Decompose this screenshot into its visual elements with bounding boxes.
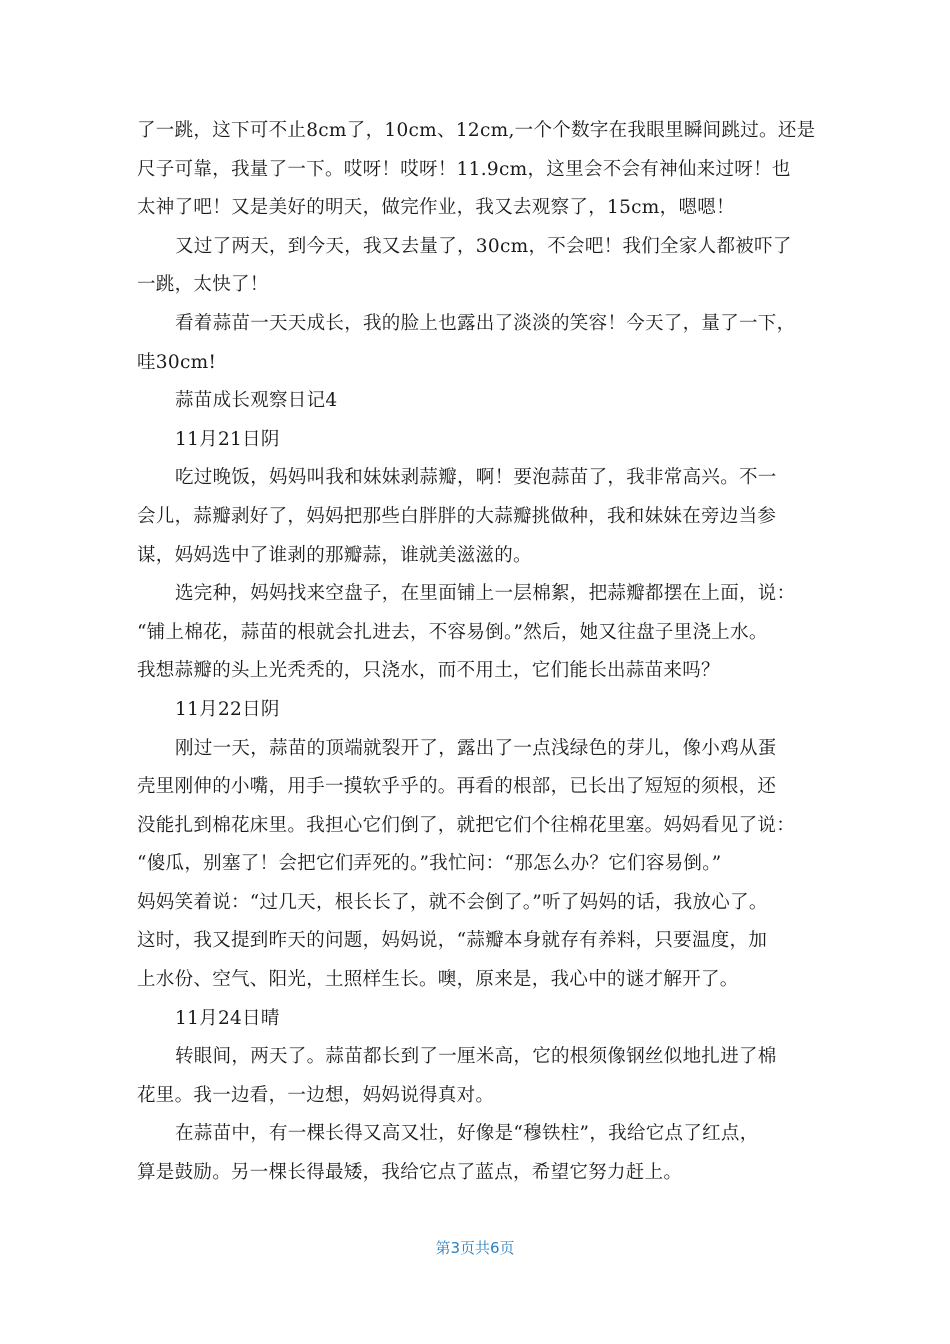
document-body <box>137 112 827 1193</box>
text-line: 哇30cm! <box>137 351 217 373</box>
text-line: 花里。我一边看，一边想，妈妈说得真对。 <box>137 1084 495 1106</box>
diary-date: 11月24日晴 <box>175 1007 280 1029</box>
text-line: “傻瓜，别塞了！会把它们弄死的。”我忙问：“那怎么办？它们容易倒。” <box>137 853 722 875</box>
text-line: 会儿，蒜瓣剥好了，妈妈把那些白胖胖的大蒜瓣挑做种，我和妹妹在旁边当参 <box>137 505 777 527</box>
section-title: 蒜苗成长观察日记4 <box>175 390 338 412</box>
text-line: 这时，我又提到昨天的问题，妈妈说，“蒜瓣本身就存有养料，只要温度，加 <box>137 930 768 952</box>
paragraph-start: 刚过一天，蒜苗的顶端就裂开了，露出了一点浅绿色的芽儿，像小鸡从蛋 <box>175 737 777 759</box>
diary-date: 11月22日阴 <box>175 698 280 720</box>
text-line: 尺子可靠，我量了一下。哎呀！哎呀！11.9cm，这里会不会有神仙来过呀！也 <box>137 158 791 180</box>
paragraph-start: 又过了两天，到今天，我又去量了，30cm，不会吧！我们全家人都被吓了 <box>175 235 792 257</box>
paragraph-start: 在蒜苗中，有一棵长得又高又壮，好像是“穆铁柱”，我给它点了红点， <box>175 1123 759 1145</box>
paragraph-start: 选完种，妈妈找来空盘子，在里面铺上一层棉絮，把蒜瓣都摆在上面，说： <box>175 583 796 605</box>
text-line: 壳里刚伸的小嘴，用手一摸软乎乎的。再看的根部，已长出了短短的须根，还 <box>137 776 777 798</box>
diary-date: 11月21日阴 <box>175 428 280 450</box>
text-line: 上水份、空气、阳光，土照样生长。噢，原来是，我心中的谜才解开了。 <box>137 969 739 991</box>
paragraph-start: 看着蒜苗一天天成长，我的脸上也露出了淡淡的笑容！今天了，量了一下， <box>175 312 796 334</box>
paragraph-start: 转眼间，两天了。蒜苗都长到了一厘米高，它的根须像钢丝似地扎进了棉 <box>175 1046 777 1068</box>
text-line: “铺上棉花，蒜苗的根就会扎进去，不容易倒。”然后，她又往盘子里浇上水。 <box>137 621 768 643</box>
text-line: 太神了吧！又是美好的明天，做完作业，我又去观察了，15cm，嗯嗯！ <box>137 197 735 219</box>
text-line: 一跳，太快了！ <box>137 274 269 296</box>
page-number-footer: 第3页共6页 <box>435 1239 515 1257</box>
text-line: 没能扎到棉花床里。我担心它们倒了，就把它们个往棉花里塞。妈妈看见了说： <box>137 814 796 836</box>
text-line: 妈妈笑着说：“过几天，根长长了，就不会倒了。”听了妈妈的话，我放心了。 <box>137 891 768 913</box>
text-line: 了一跳，这下可不止8cm了，10cm、12cm,一个个数字在我眼里瞬间跳过。还是 <box>137 120 816 141</box>
paragraph-start: 吃过晚饭，妈妈叫我和妹妹剥蒜瓣，啊！要泡蒜苗了，我非常高兴。不一 <box>175 467 777 489</box>
text-line: 我想蒜瓣的头上光秃秃的，只浇水，而不用土，它们能长出蒜苗来吗？ <box>137 660 720 682</box>
text-line: 谋，妈妈选中了谁剥的那瓣蒜，谁就美滋滋的。 <box>137 544 532 566</box>
text-line: 算是鼓励。另一棵长得最矮，我给它点了蓝点，希望它努力赶上。 <box>137 1162 683 1184</box>
